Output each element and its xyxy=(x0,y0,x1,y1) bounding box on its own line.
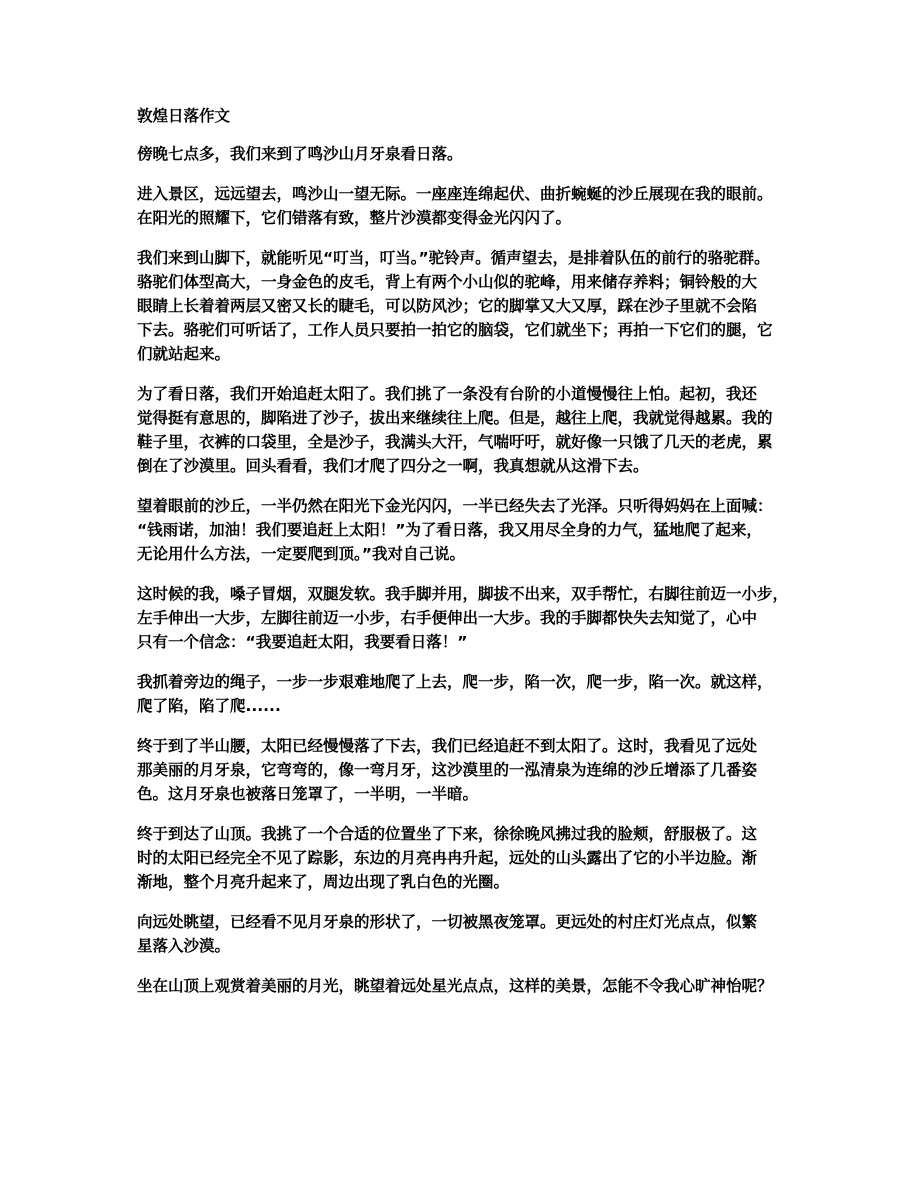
paragraph xyxy=(137,974,800,998)
paragraph xyxy=(137,494,800,566)
paragraph xyxy=(137,910,800,958)
text-line: 傍晚七点多，我们来到了鸣沙山月牙泉看日落。 xyxy=(137,145,463,163)
text-line: 这时候的我，嗓子冒烟，双腿发软。我手脚并用，脚拔不出来，双手帮忙，右脚往前迈一小步， xyxy=(137,585,789,603)
text-line: 觉得挺有意思的，脚陷进了沙子，拔出来继续往上爬。但是，越往上爬，我就觉得越累。我的 xyxy=(137,409,773,427)
text-line: 终于到了半山腰，太阳已经慢慢落了下去，我们已经追赶不到太阳了。这时，我看见了远处 xyxy=(137,737,758,755)
text-line: 无论用什么方法，一定要爬到顶。”我对自己说。 xyxy=(137,545,465,563)
text-line: 下去。骆驼们可听话了，工作人员只要拍一拍它的脑袋，它们就坐下；再拍一下它们的腿，它 xyxy=(137,321,773,339)
text-line: “钱雨诺，加油！我们要追赶上太阳！”为了看日落，我又用尽全身的力气，猛地爬了起来， xyxy=(137,521,762,539)
document-title: 敦煌日落作文 xyxy=(137,107,231,125)
text-line: 在阳光的照耀下，它们错落有致，整片沙漠都变得金光闪闪了。 xyxy=(137,209,572,227)
text-line: 为了看日落，我们开始追赶太阳了。我们挑了一条没有台阶的小道慢慢往上怕。起初，我还 xyxy=(137,385,758,403)
text-line: 坐在山顶上观赏着美丽的月光，眺望着远处星光点点，这样的美景，怎能不令我心旷神怡呢？ xyxy=(137,977,773,995)
paragraph xyxy=(137,670,800,718)
text-line: 终于到达了山顶。我挑了一个合适的位置坐了下来，徐徐晚风拂过我的脸颊，舒服极了。这 xyxy=(137,825,758,843)
text-line: 色。这月牙泉也被落日笼罩了，一半明，一半暗。 xyxy=(137,785,479,803)
text-line: 骆驼们体型高大，一身金色的皮毛，背上有两个小山似的驼峰，用来储存养料；铜铃般的大 xyxy=(137,273,758,291)
text-line: 左手伸出一大步，左脚往前迈一小步，右手便伸出一大步。我的手脚都快失去知觉了，心中 xyxy=(137,609,758,627)
text-line: 我们来到山脚下，就能听见“叮当，叮当。”驼铃声。循声望去，是排着队伍的前行的骆驼群。 xyxy=(137,249,770,267)
paragraph xyxy=(137,382,800,478)
paragraph xyxy=(137,822,800,894)
text-line: 进入景区，远远望去，鸣沙山一望无际。一座座连绵起伏、曲折蜿蜒的沙丘展现在我的眼前。 xyxy=(137,185,773,203)
text-line: 望着眼前的沙丘，一半仍然在阳光下金光闪闪，一半已经失去了光泽。只听得妈妈在上面喊： xyxy=(137,497,773,515)
paragraph xyxy=(137,582,800,654)
text-line: 我抓着旁边的绳子，一步一步艰难地爬了上去，爬一步，陷一次，爬一步，陷一次。就这样， xyxy=(137,673,773,691)
text-line: 爬了陷，陷了爬...... xyxy=(137,697,281,715)
text-line: 们就站起来。 xyxy=(137,345,231,363)
text-line: 向远处眺望，已经看不见月牙泉的形状了，一切被黑夜笼罩。更远处的村庄灯光点点，似繁 xyxy=(137,913,758,931)
text-line: 时的太阳已经完全不见了踪影，东边的月亮冉冉升起，远处的山头露出了它的小半边脸。渐 xyxy=(137,849,758,867)
paragraph xyxy=(137,182,800,230)
text-line: 星落入沙漠。 xyxy=(137,937,231,955)
paragraph xyxy=(137,142,800,166)
text-line: 渐地，整个月亮升起来了，周边出现了乳白色的光圈。 xyxy=(137,873,510,891)
paragraph xyxy=(137,246,800,366)
text-line: 眼睛上长着着两层又密又长的睫毛，可以防风沙；它的脚掌又大又厚，踩在沙子里就不会陷 xyxy=(137,297,758,315)
text-line: 鞋子里，衣裤的口袋里，全是沙子，我满头大汗，气喘吁吁，就好像一只饿了几天的老虎，累 xyxy=(137,433,773,451)
paragraph xyxy=(137,734,800,806)
text-line: 只有一个信念：“我要追赶太阳，我要看日落！” xyxy=(137,633,468,651)
text-line: 那美丽的月牙泉，它弯弯的，像一弯月牙，这沙漠里的一泓清泉为连绵的沙丘增添了几番姿 xyxy=(137,761,758,779)
text-line: 倒在了沙漠里。回头看看，我们才爬了四分之一啊，我真想就从这滑下去。 xyxy=(137,457,649,475)
